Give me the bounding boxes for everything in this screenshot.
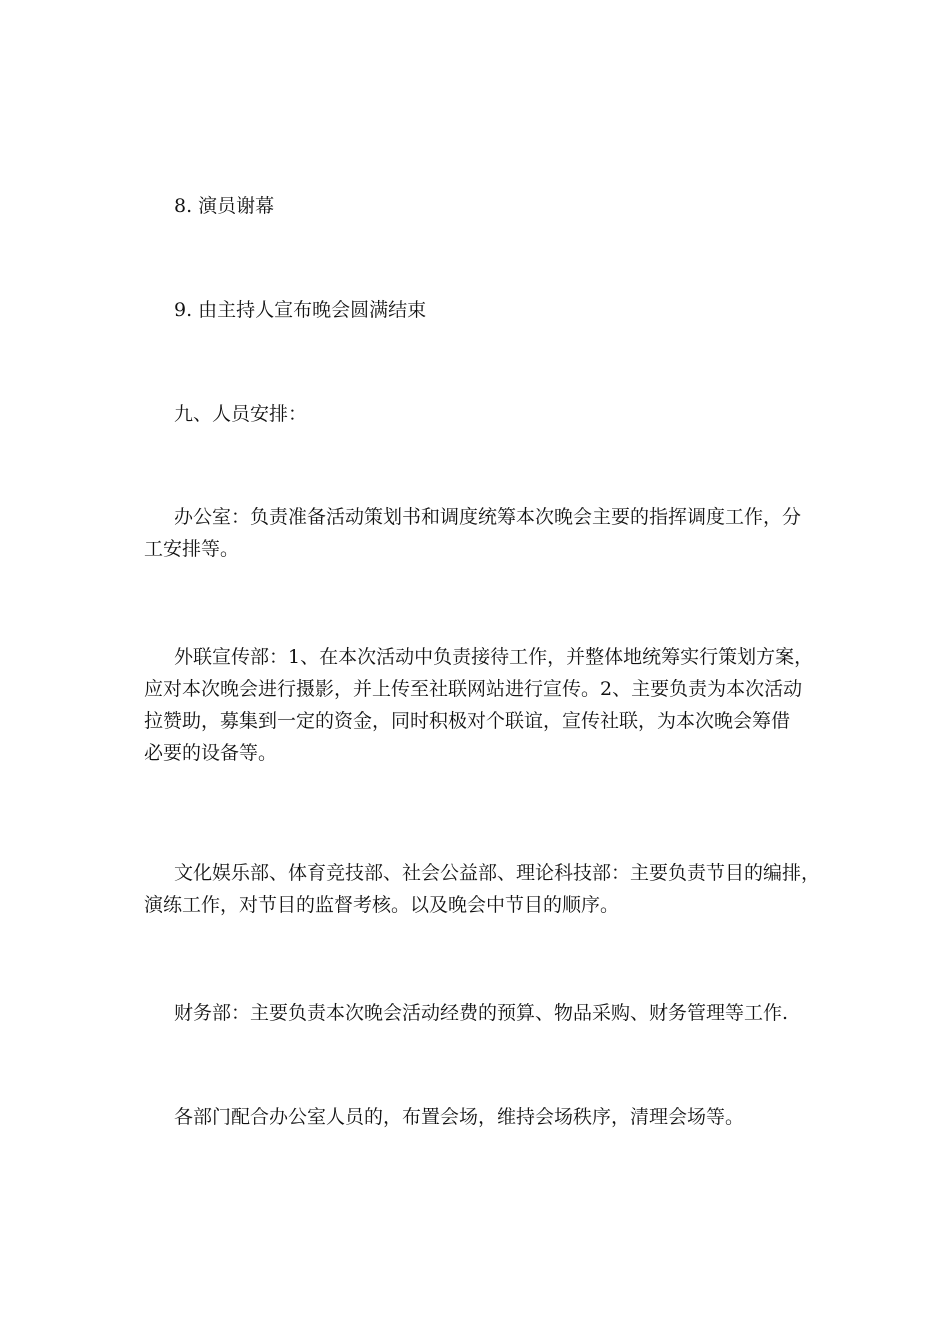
paragraph-line: 办公室：负责准备活动策划书和调度统筹本次晚会主要的指挥调度工作，分 bbox=[174, 506, 802, 528]
paragraph-line: 演练工作，对节目的监督考核。以及晚会中节目的顺序。 bbox=[144, 894, 620, 916]
paragraph-departments bbox=[144, 857, 821, 921]
paragraph-line: 外联宣传部：1、在本次活动中负责接待工作，并整体地统筹实行策划方案， bbox=[174, 646, 814, 668]
paragraph-line: 财务部：主要负责本次晚会活动经费的预算、物品采购、财务管理等工作. bbox=[174, 1002, 789, 1024]
paragraph-line: 应对本次晚会进行摄影，并上传至社联网站进行宣传。2、主要负责为本次活动 bbox=[144, 678, 803, 700]
paragraph-line: 拉赞助，募集到一定的资金，同时积极对个联谊，宣传社联，为本次晚会筹借 bbox=[144, 710, 791, 732]
paragraph-line: 各部门配合办公室人员的，布置会场，维持会场秩序，清理会场等。 bbox=[174, 1106, 745, 1128]
paragraph-finance bbox=[144, 997, 814, 1029]
paragraph-line: 必要的设备等。 bbox=[144, 742, 278, 764]
paragraph-cooperation bbox=[144, 1101, 814, 1133]
list-item-9 bbox=[144, 294, 814, 326]
list-item-text: 9. 由主持人宣布晚会圆满结束 bbox=[174, 299, 427, 321]
paragraph-office bbox=[144, 501, 814, 565]
list-item-text: 8. 演员谢幕 bbox=[174, 195, 275, 217]
paragraph-line: 文化娱乐部、体育竞技部、社会公益部、理论科技部：主要负责节目的编排， bbox=[174, 862, 821, 884]
list-item-8 bbox=[144, 190, 814, 222]
section-heading bbox=[144, 398, 814, 430]
section-heading-text: 九、人员安排： bbox=[174, 403, 308, 425]
paragraph-line: 工安排等。 bbox=[144, 538, 240, 560]
paragraph-publicity bbox=[144, 641, 814, 769]
